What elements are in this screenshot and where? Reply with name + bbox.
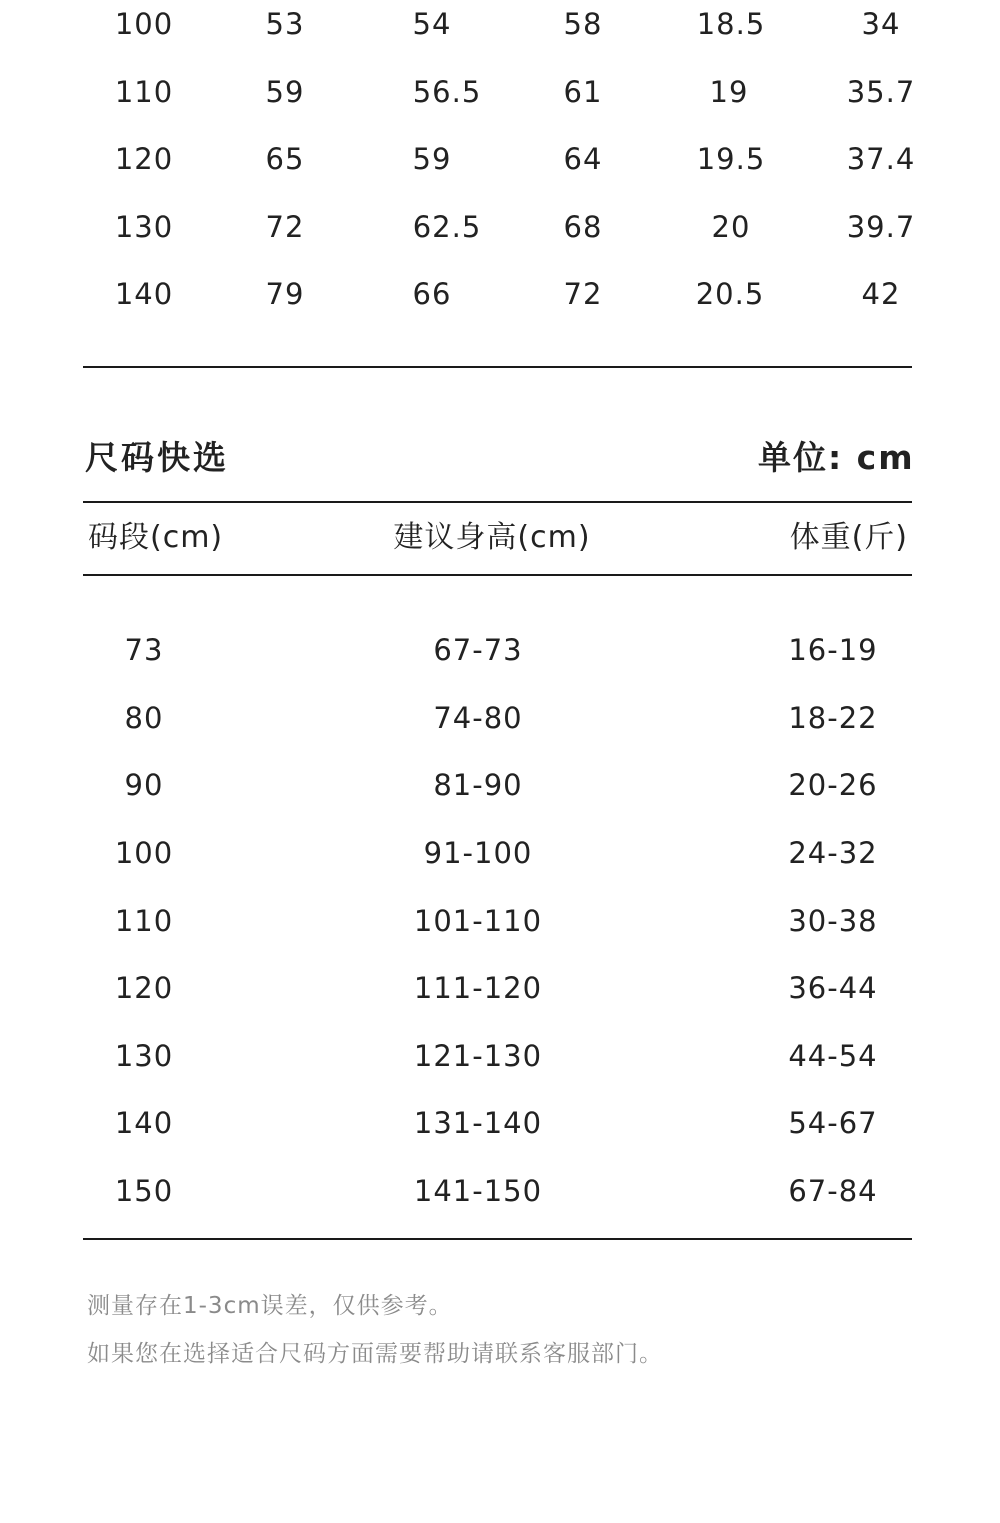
table-cell: 68 xyxy=(563,210,603,244)
table-cell: 100 xyxy=(114,7,174,41)
divider xyxy=(83,574,912,576)
table-cell: 59 xyxy=(412,142,452,176)
table-cell: 20.5 xyxy=(695,277,765,311)
table-cell: 34 xyxy=(861,7,901,41)
table-cell: 37.4 xyxy=(846,142,916,176)
column-header: 体重(斤) xyxy=(789,520,908,555)
table-cell: 36-44 xyxy=(788,971,878,1005)
table-cell: 140 xyxy=(114,1106,174,1140)
divider xyxy=(83,501,912,503)
table-cell: 16-19 xyxy=(788,633,878,667)
table-cell: 18-22 xyxy=(788,701,878,735)
table-cell: 141-150 xyxy=(413,1174,543,1208)
table-cell: 73 xyxy=(124,633,164,667)
table-cell: 67-73 xyxy=(433,633,523,667)
table-cell: 59 xyxy=(265,75,305,109)
table-cell: 110 xyxy=(114,904,174,938)
table-cell: 121-130 xyxy=(413,1039,543,1073)
table-cell: 18.5 xyxy=(696,7,766,41)
divider xyxy=(83,366,912,368)
unit-label: 单位: cm xyxy=(758,438,915,477)
divider xyxy=(83,1238,912,1240)
table-cell: 140 xyxy=(114,277,174,311)
table-cell: 79 xyxy=(265,277,305,311)
table-cell: 30-38 xyxy=(788,904,878,938)
table-cell: 20-26 xyxy=(788,768,878,802)
table-cell: 130 xyxy=(114,1039,174,1073)
table-cell: 101-110 xyxy=(413,904,543,938)
table-cell: 61 xyxy=(563,75,603,109)
table-cell: 90 xyxy=(124,768,164,802)
table-cell: 150 xyxy=(114,1174,174,1208)
table-cell: 19.5 xyxy=(696,142,766,176)
table-cell: 20 xyxy=(711,210,751,244)
table-cell: 54-67 xyxy=(788,1106,878,1140)
help-note: 如果您在选择适合尺码方面需要帮助请联系客服部门。 xyxy=(87,1341,663,1367)
table-cell: 19 xyxy=(709,75,749,109)
table-cell: 91-100 xyxy=(423,836,533,870)
table-cell: 24-32 xyxy=(788,836,878,870)
table-cell: 120 xyxy=(114,142,174,176)
column-header: 码段(cm) xyxy=(88,520,224,555)
table-cell: 66 xyxy=(412,277,452,311)
table-cell: 72 xyxy=(563,277,603,311)
table-cell: 64 xyxy=(563,142,603,176)
table-cell: 35.7 xyxy=(846,75,916,109)
table-cell: 80 xyxy=(124,701,164,735)
table-cell: 131-140 xyxy=(413,1106,543,1140)
column-header: 建议身高(cm) xyxy=(393,520,591,555)
table-cell: 54 xyxy=(412,7,452,41)
table-cell: 100 xyxy=(114,836,174,870)
table-cell: 58 xyxy=(563,7,603,41)
section-title: 尺码快选 xyxy=(85,438,229,477)
table-cell: 111-120 xyxy=(413,971,543,1005)
table-cell: 53 xyxy=(265,7,305,41)
table-cell: 72 xyxy=(265,210,305,244)
table-cell: 65 xyxy=(265,142,305,176)
table-cell: 67-84 xyxy=(788,1174,878,1208)
table-cell: 56.5 xyxy=(412,75,482,109)
table-cell: 39.7 xyxy=(846,210,916,244)
table-cell: 120 xyxy=(114,971,174,1005)
table-cell: 110 xyxy=(114,75,174,109)
table-cell: 74-80 xyxy=(433,701,523,735)
table-cell: 130 xyxy=(114,210,174,244)
table-cell: 81-90 xyxy=(433,768,523,802)
table-cell: 42 xyxy=(861,277,901,311)
measurement-note: 测量存在1-3cm误差，仅供参考。 xyxy=(87,1293,453,1319)
table-cell: 44-54 xyxy=(788,1039,878,1073)
table-cell: 62.5 xyxy=(412,210,482,244)
